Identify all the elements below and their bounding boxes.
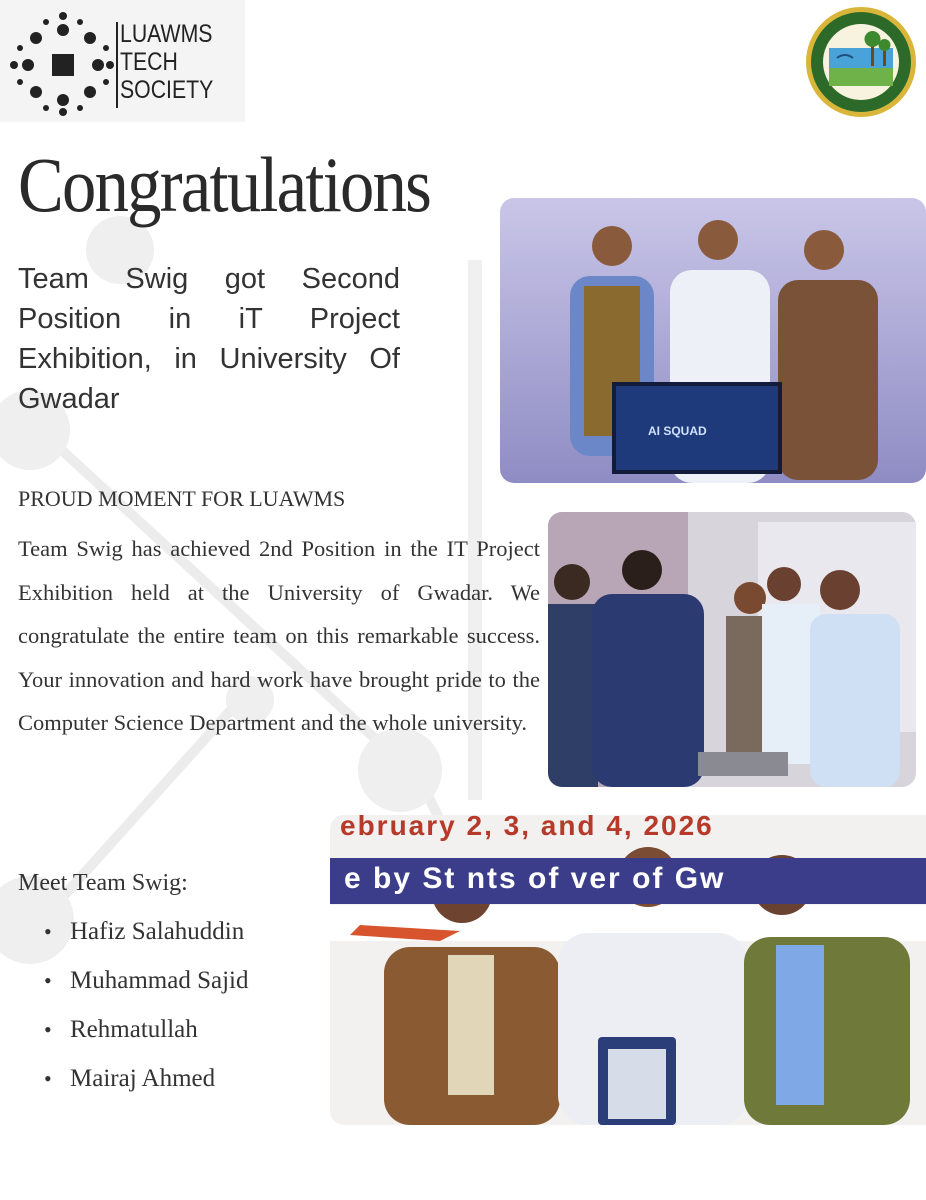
member-name: Rehmatullah [70,1016,198,1043]
team-heading: Meet Team Swig: [18,870,188,896]
bullet-icon: • [44,968,52,993]
event-banner-text: e by St nts of ver of Gw [344,862,726,895]
list-item [44,912,248,961]
team-photo-1 [500,198,926,483]
announcement-body: Team Swig has achieved 2nd Position in the IT Project Exhibition held at the University of Gwadar. We congratulate the entire team on this remarkable success. Your innovation and hard work have brought pride to the Computer Science Department and the whole university. [18,536,540,735]
bullet-icon: • [44,1017,52,1042]
logo-line: SOCIETY [120,76,214,104]
list-item [44,1010,248,1059]
event-banner-date: ebruary 2, 3, and 4, 2026 [340,810,714,841]
member-name: Mairaj Ahmed [70,1065,216,1092]
member-name: Muhammad Sajid [70,967,249,994]
logo-line: TECH [120,48,178,76]
society-logo-text [120,20,213,104]
logo-divider [116,22,118,108]
screen-title: AI SQUAD [648,424,707,438]
list-item [44,961,248,1010]
team-photo-2 [548,512,916,787]
seal-label: LUAWMS [843,102,879,111]
bullet-icon: • [44,1066,52,1091]
team-member-list [44,912,248,1108]
list-item [44,1059,248,1108]
page-subtitle: Team Swig got Second Position in iT Project Exhibition, in University Of Gwadar [18,263,400,415]
network-icon [6,8,116,118]
bullet-icon: • [44,919,52,944]
member-name: Hafiz Salahuddin [70,918,245,945]
announcement-heading: PROUD MOMENT FOR LUAWMS [18,486,346,511]
page-title: Congratulations [18,141,431,228]
logo-line: LUAWMS [120,20,213,48]
society-logo [0,0,245,122]
